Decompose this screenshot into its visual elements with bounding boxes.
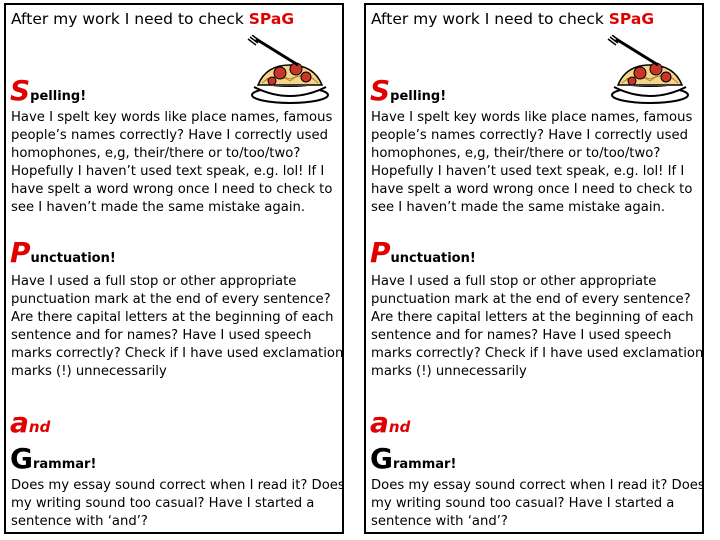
spelling-title [370, 74, 447, 107]
card-heading [11, 9, 294, 29]
spelling-cap: S [370, 74, 391, 107]
heading-brand: SPaG [248, 10, 295, 28]
spelling-cap: S [10, 74, 31, 107]
spag-card-left [4, 3, 344, 534]
spelling-rest: pelling! [30, 89, 87, 104]
spaghetti-bowl-icon [246, 35, 334, 107]
and-title [370, 406, 411, 439]
punctuation-text: Have I used a full stop or other appropriate punctuation mark at the end of every sentence? Are there capital letters at the beginning of each sentence and for names? Have I used speech marks correctly? Check if I have used exclamation marks (!) unnecessarily [371, 274, 704, 379]
punctuation-cap: P [10, 236, 31, 269]
punctuation-cap: P [370, 236, 391, 269]
grammar-cap: G [10, 442, 33, 475]
heading-brand: SPaG [608, 10, 655, 28]
spelling-text: Have I spelt key words like place names, famous people’s names correctly? Have I correctly used homophones, e,g, their/there or to/too/two? Hopefully I haven’t used text speak, e.g. lol! If I have spelt a word wrong once I need to check to see I haven’t made the same mistake again. [371, 110, 693, 215]
punctuation-title [10, 236, 116, 269]
grammar-text: Does my essay sound correct when I read it? Does my writing sound too casual? Have I started a sentence with ‘and’? [371, 478, 705, 529]
and-rest: nd [28, 418, 51, 436]
grammar-rest: rammar! [32, 457, 97, 472]
punctuation-title [370, 236, 476, 269]
and-cap: a [10, 406, 29, 439]
spelling-text: Have I spelt key words like place names, famous people’s names correctly? Have I correctly used homophones, e,g, their/there or to/too/two? Hopefully I haven’t used text speak, e.g. lol! If I have spelt a word wrong once I need to check to see I haven’t made the same mistake again. [11, 110, 333, 215]
spelling-title [10, 74, 87, 107]
grammar-rest: rammar! [392, 457, 457, 472]
punctuation-rest: unctuation! [30, 251, 116, 266]
heading-text: After my work I need to check [11, 10, 249, 28]
and-title [10, 406, 51, 439]
punctuation-rest: unctuation! [390, 251, 476, 266]
grammar-text: Does my essay sound correct when I read it? Does my writing sound too casual? Have I started a sentence with ‘and’? [11, 478, 345, 529]
grammar-cap: G [370, 442, 393, 475]
spelling-rest: pelling! [390, 89, 447, 104]
and-cap: a [370, 406, 389, 439]
spag-card-right [364, 3, 704, 534]
grammar-title [370, 442, 457, 475]
card-heading [371, 9, 654, 29]
punctuation-text: Have I used a full stop or other appropriate punctuation mark at the end of every sentence? Are there capital letters at the beginning of each sentence and for names? Have I used speech marks correctly? Check if I have used exclamation marks (!) unnecessarily [11, 274, 344, 379]
grammar-title [10, 442, 97, 475]
heading-text: After my work I need to check [371, 10, 609, 28]
spaghetti-bowl-icon [606, 35, 694, 107]
and-rest: nd [388, 418, 411, 436]
